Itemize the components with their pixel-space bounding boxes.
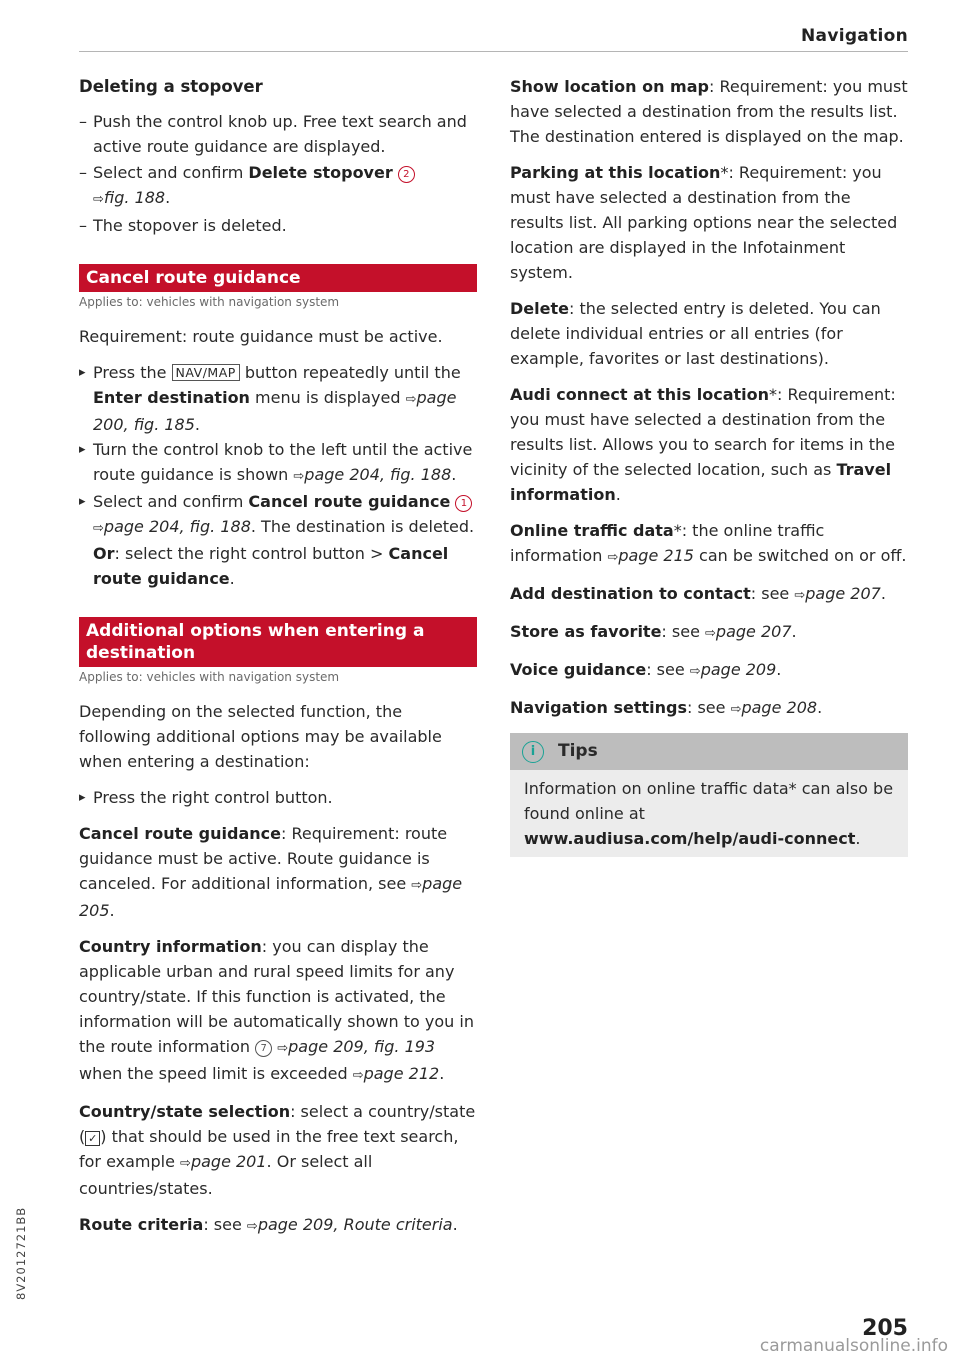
arrow-icon: ⇨ <box>411 878 423 893</box>
cross-reference: page 209 <box>700 660 777 679</box>
callout-number: 2 <box>398 166 415 183</box>
url-link[interactable]: www.audiusa.com/help/audi-connect <box>524 829 856 848</box>
cross-reference: page 207 <box>805 584 881 603</box>
tips-header <box>510 733 908 770</box>
arrow-icon: ⇨ <box>794 588 806 603</box>
arrow-icon: ⇨ <box>93 192 104 207</box>
option-route-criteria: Route criteria: see ⇨page 209, Route criteria. <box>79 1215 458 1234</box>
ui-term: Enter destination <box>93 388 250 407</box>
cross-reference: page 208 <box>741 698 818 717</box>
arrow-icon: ⇨ <box>277 1041 289 1056</box>
option-country-state-selection: Country/state selection: select a country/state ( ✓ ) that should be used in the free text search, for example ⇨page 201. Or select all countries/states. <box>79 1102 476 1198</box>
dash-item-3: – The stopover is deleted. <box>79 213 477 238</box>
ui-term: Cancel route guidance <box>248 492 451 511</box>
cross-reference: page 201 <box>190 1152 267 1171</box>
page-number: 205 <box>862 1316 908 1341</box>
option-cancel-route: Cancel route guidance: Requirement: route guidance must be active. Route guidance is canceled. For additional information, see ⇨page 205. <box>79 824 463 920</box>
option-add-destination: Add destination to contact: see ⇨page 207. <box>510 584 886 603</box>
cross-reference: page 212 <box>363 1064 440 1083</box>
header-rule <box>79 51 908 52</box>
dash-item-2: – Select and confirm Delete stopover 2 ⇨fig. 188. <box>79 160 477 212</box>
option-voice-guidance: Voice guidance: see ⇨page 209. <box>510 660 782 679</box>
step-1: ▸ Press the NAV/MAP button repeatedly until the Enter destination menu is displayed ⇨page 200, fig. 185. <box>79 360 477 437</box>
nav-map-key: NAV/MAP <box>172 364 240 381</box>
arrow-icon: ⇨ <box>93 521 104 536</box>
arrow-icon: ⇨ <box>293 469 305 484</box>
option-delete: Delete: the selected entry is deleted. You can delete individual entries or all entries (for example, favorites or last destinations). <box>510 299 881 368</box>
info-icon: i <box>522 741 544 763</box>
section-bar-additional-options: Additional options when entering a destination <box>79 617 477 667</box>
option-parking: Parking at this location*: Requirement: you must have selected a destination from the results list. All parking options near the selected location are displayed in the Infotainment system. <box>510 163 898 282</box>
option-navigation-settings: Navigation settings: see ⇨page 208. <box>510 698 823 717</box>
cross-reference: page 204, fig. 188 <box>304 465 452 484</box>
intro-paragraph: Depending on the selected function, the following additional options may be available when entering a destination: <box>79 702 442 771</box>
tips-body: Information on online traffic data* can also be found online at www.audiusa.com/help/audi-connect. <box>524 779 894 848</box>
callout-number: 1 <box>455 495 472 512</box>
option-country-information: Country information: you can display the applicable urban and rural speed limits for any country/state. If this function is activated, the information will be automatically shown to you in the route information 7 ⇨page 209, fig. 193 when the speed limit is exceeded ⇨page 212. <box>79 937 474 1083</box>
tips-box <box>510 733 908 857</box>
dash-item-1: – Push the control knob up. Free text search and active route guidance are displayed. <box>79 109 477 159</box>
option-audi-connect: Audi connect at this location*: Requirement: you must have selected a destination from the results list. Allows you to search for items in the vicinity of the selected location, such as Travel information. <box>510 385 896 504</box>
cross-reference: page 209, fig. 193 <box>288 1037 436 1056</box>
watermark: carmanualsonline.info <box>759 1336 948 1356</box>
cross-reference: page 215 <box>618 546 694 565</box>
step-2: ▸ Turn the control knob to the left until the active route guidance is shown ⇨page 204, fig. 188. <box>79 437 477 489</box>
heading-deleting-stopover: Deleting a stopover <box>79 77 263 96</box>
document-code: 8V2012721BB <box>14 1206 28 1300</box>
arrow-icon: ⇨ <box>180 1156 191 1171</box>
cross-reference: fig. 188 <box>103 188 166 207</box>
requirement: Requirement: route guidance must be active. <box>79 327 443 346</box>
applies-to: Applies to: vehicles with navigation system <box>79 295 340 309</box>
applies-to: Applies to: vehicles with navigation system <box>79 670 340 684</box>
arrow-icon: ⇨ <box>352 1068 364 1083</box>
option-online-traffic: Online traffic data*: the online traffic information ⇨page 215 can be switched on or off. <box>510 521 907 565</box>
cross-reference: page 205 <box>79 874 463 920</box>
ui-term: Cancel route guidance <box>93 544 449 588</box>
arrow-icon: ⇨ <box>730 702 742 717</box>
callout-number: 7 <box>255 1040 272 1057</box>
ui-term: Delete stopover <box>248 163 393 182</box>
checkbox-icon: ✓ <box>85 1131 100 1146</box>
right-column <box>510 74 908 857</box>
arrow-icon: ⇨ <box>246 1219 258 1234</box>
step-3: ▸ Select and confirm Cancel route guidance 1 ⇨page 204, fig. 188. The destination is deleted. Or: select the right control button > Cancel route guidance. <box>79 489 477 591</box>
arrow-icon: ⇨ <box>705 626 716 641</box>
cross-reference: page 200, fig. 185 <box>93 388 457 434</box>
option-store-favorite: Store as favorite: see ⇨page 207. <box>510 622 797 641</box>
section-title: Navigation <box>801 26 908 46</box>
arrow-icon: ⇨ <box>689 664 701 679</box>
left-column <box>79 74 477 1250</box>
step-4: ▸ Press the right control button. <box>79 785 477 810</box>
cross-reference: page 207 <box>715 622 792 641</box>
arrow-icon: ⇨ <box>607 550 619 565</box>
option-show-location: Show location on map: Requirement: you must have selected a destination from the results list. The destination entered is displayed on the map. <box>510 77 908 146</box>
cross-reference: page 209, Route criteria <box>257 1215 453 1234</box>
arrow-icon: ⇨ <box>405 392 417 407</box>
tips-title: Tips <box>558 741 598 761</box>
section-bar-cancel-route: Cancel route guidance <box>79 264 477 292</box>
cross-reference: page 204, fig. 188 <box>103 517 251 536</box>
